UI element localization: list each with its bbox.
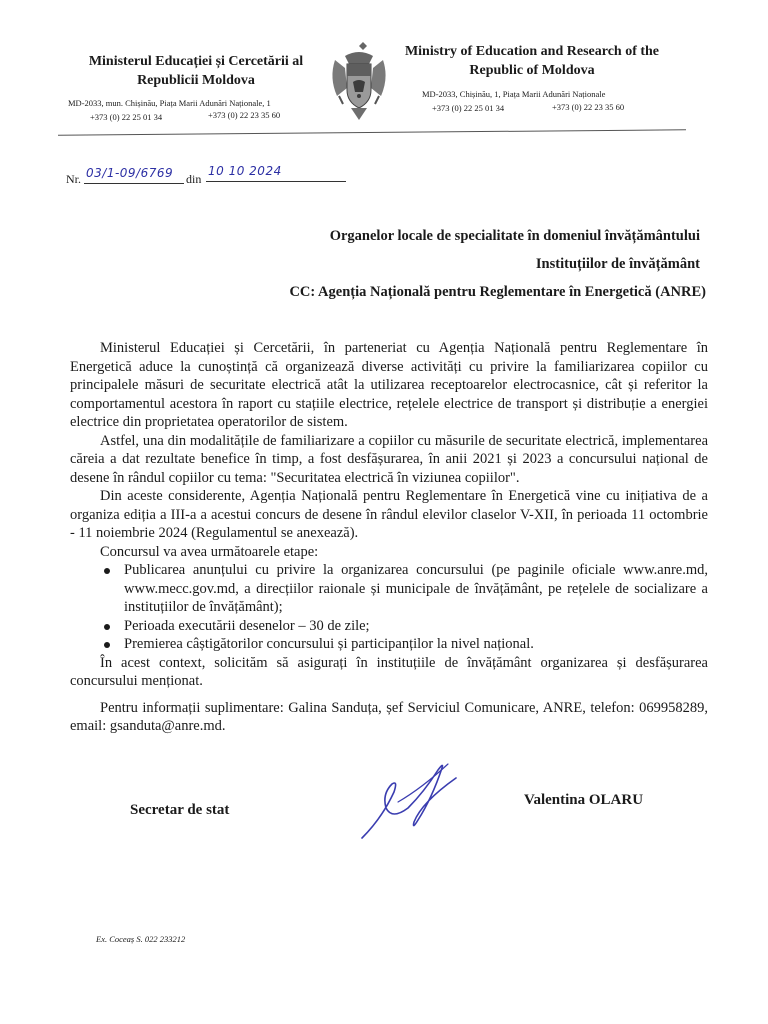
- nr-underline: [84, 183, 184, 184]
- ministry-phone2-ro: +373 (0) 22 23 35 60: [208, 110, 281, 120]
- addressee-institutions: Instituțiilor de învățământ: [535, 256, 700, 272]
- ministry-phone2-en: +373 (0) 22 23 35 60: [552, 102, 625, 112]
- ministry-title-en: Ministry of Education and Research of the Republic of Moldova: [404, 44, 660, 78]
- coat-of-arms-emblem: [325, 38, 393, 124]
- nr-label: Nr.: [66, 172, 81, 186]
- bullet-dot: [104, 642, 110, 648]
- paragraph-2: Astfel, una din modalitățile de familiarizare a copiilor cu măsurile de securitate electrică, implementarea căreia a dat rezultate benefice în timp, a fost desfășurarea, în anii 2021 și 2023 a concursului național de desene în rândul copiilor cu tema: "Securitatea electrică în viziunea copiilor".: [70, 432, 708, 486]
- paragraph-5: În acest context, solicităm să asigurați în instituțiile de învățământ organizarea și desfășurarea concursului menționat.: [70, 654, 708, 689]
- date-value: 10 10 2024: [208, 164, 282, 178]
- din-label: din: [186, 172, 202, 186]
- paragraph-6: Pentru informații suplimentare: Galina Sanduța, șef Serviciul Comunicare, ANRE, telefon: 069958289, email: gsanduta@anre.md.: [70, 699, 708, 734]
- bullet-dot: [104, 568, 110, 574]
- paragraph-1: Ministerul Educației și Cercetării, în parteneriat cu Agenția Națională pentru Reglementare în Energetică aduce la cunoștință că organizează diverse activități cu privire la familiarizarea copiilor cu principalele măsuri de securitate electrică atât la utilizarea receptoarelor electrocasnice, cât și referitor la comportamentul acestora în raport cu stațiile electrice, rețelele electrice de transport și distribuție a energiei electrice din proprietatea operatorilor de sistem.: [70, 340, 708, 430]
- bullet-text: Perioada executării desenelor – 30 de zile;: [124, 617, 370, 634]
- addressee-local-bodies: Organelor locale de specialitate în domeniul învățământului: [329, 228, 700, 244]
- ministry-phone1-ro: +373 (0) 22 25 01 34: [90, 112, 163, 122]
- date-underline: [206, 181, 346, 182]
- bullet-item: [70, 561, 708, 617]
- paragraph-3: Din aceste considerente, Agenția Națională pentru Reglementare în Energetică vine cu inițiativa de a organiza ediția a III-a a acestui concurs de desene în rândul elevilor claselor V-XII, în perioada 11 octombrie - 11 noiembrie 2024 (Regulamentul se anexează).: [70, 488, 708, 541]
- handwritten-signature: [352, 758, 472, 844]
- signatory-name: Valentina OLARU: [524, 792, 644, 808]
- bullet-text: Premierea câștigătorilor concursului și participanților la nivel național.: [124, 636, 534, 652]
- paragraph-4: Concursul va avea următoarele etape:: [100, 543, 319, 560]
- reference-line: [66, 164, 366, 190]
- ministry-address-ro: MD-2033, mun. Chișinău, Piața Marii Adunări Naționale, 1: [68, 98, 271, 108]
- bullet-dot: [104, 624, 110, 630]
- ministry-phone1-en: +373 (0) 22 25 01 34: [432, 103, 505, 113]
- ministry-address-en: MD-2033, Chișinău, 1, Piața Marii Adunări Naționale: [422, 89, 606, 99]
- header-divider: [58, 129, 686, 135]
- addressee-cc-anre: CC: Agenția Națională pentru Reglementare în Energetică (ANRE): [289, 284, 706, 300]
- letter-body: [70, 339, 708, 736]
- ministry-title-ro: Ministerul Educației și Cercetării al Republicii Moldova: [88, 54, 304, 88]
- signatory-position: Secretar de stat: [130, 802, 230, 818]
- bullet-text: Publicarea anunțului cu privire la organizarea concursului (pe paginile oficiale www.anre.md, www.mecc.gov.md, a direcțiilor raionale și municipale de învățământ, pe rețelele de socializare a instituțiilor de învățământ);: [124, 562, 708, 615]
- executor-note: Ex. Coceaș S. 022 233212: [96, 934, 186, 944]
- bullet-item: [70, 635, 708, 654]
- nr-value: 03/1-09/6769: [86, 166, 174, 180]
- bullet-item: [70, 617, 708, 636]
